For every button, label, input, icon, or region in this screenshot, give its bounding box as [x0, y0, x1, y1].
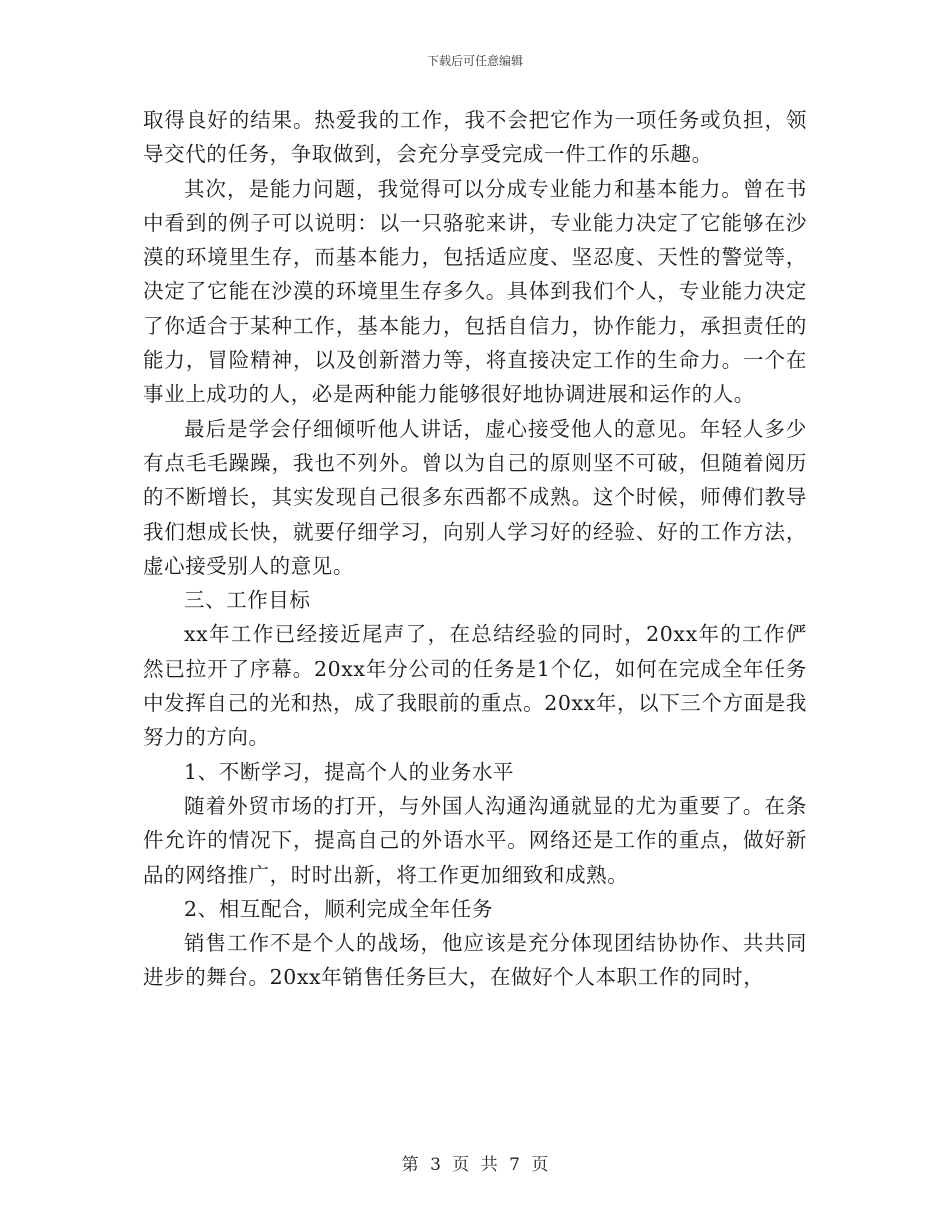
paragraph: 其次，是能力问题，我觉得可以分成专业能力和基本能力。曾在书中看到的例子可以说明：以一只骆驼来讲，专业能力决定了它能够在沙漠的环境里生存，而基本能力，包括适应度、坚忍度、天性的警觉等，决定了它能在沙漠的环境里生存多久。具体到我们个人，专业能力决定了你适合于某种工作，基本能力，包括自信力，协作能力，承担责任的能力，冒险精神，以及创新潜力等，将直接决定工作的生命力。一个在事业上成功的人，必是两种能力能够很好地协调进展和运作的人。	[143, 176, 807, 407]
paragraph: 销售工作不是个人的战场，他应该是充分体现团结协协作、共共同进步的舞台。20xx年销售任务巨大，在做好个人本职工作的同时，	[143, 931, 807, 990]
paragraph: 随着外贸市场的打开，与外国人沟通沟通就显的尤为重要了。在条件允许的情况下，提高自己的外语水平。网络还是工作的重点，做好新品的网络推广，时时出新，将工作更加细致和成熟。	[143, 793, 807, 887]
page-header-note: 下载后可任意编辑	[426, 54, 523, 68]
paragraph: 取得良好的结果。热爱我的工作，我不会把它作为一项任务或负担，领导交代的任务，争取做到，会充分享受完成一件工作的乐趣。	[143, 108, 807, 167]
section-heading: 三、工作目标	[184, 588, 311, 613]
paragraph: 最后是学会仔细倾听他人讲话，虚心接受他人的意见。年轻人多少有点毛毛躁躁，我也不列外。曾以为自己的原则坚不可破，但随着阅历的不断增长，其实发现自己很多东西都不成熟。这个时候，师傅们教导我们想成长快，就要仔细学习，向别人学习好的经验、好的工作方法，虚心接受别人的意见。	[143, 416, 807, 578]
subsection-heading: 2、相互配合，顺利完成全年任务	[184, 896, 494, 921]
document-body	[143, 103, 807, 995]
subsection-heading: 1、不断学习，提高个人的业务水平	[184, 759, 515, 784]
page-number: 第 3 页 共 7 页	[401, 1155, 549, 1175]
paragraph: xx年工作已经接近尾声了，在总结经验的同时，20xx年的工作俨然已拉开了序幕。20xx年分公司的任务是1个亿，如何在完成全年任务中发挥自己的光和热，成了我眼前的重点。20xx年，以下三个方面是我努力的方向。	[143, 622, 807, 750]
